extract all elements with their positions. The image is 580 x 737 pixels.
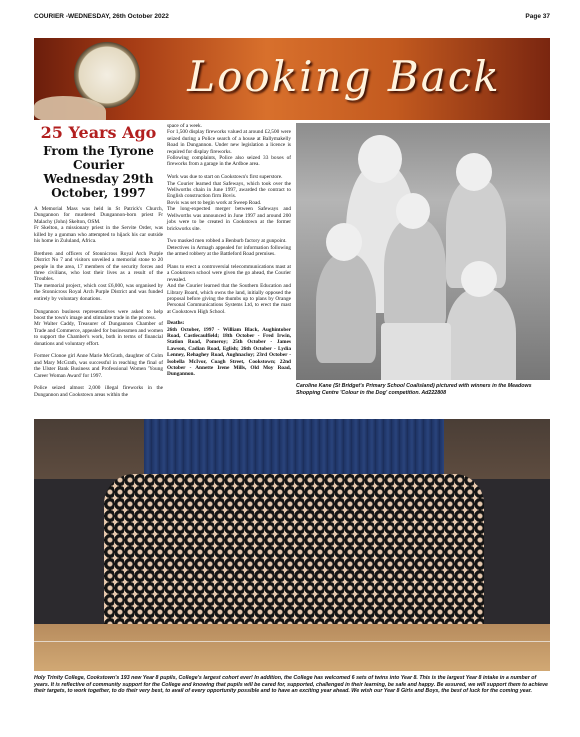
page-header [34, 8, 550, 20]
article-body-col1: A Memorial Mass was held in St Patrick's Church, Dungannon for murdered Dungannon-born priest Fr Malachy (John) Skelton, OSM. Fr Skelton, a missionary priest in the Servite Order, was killed by a gunman who attempted to hijack his car outside his home in Zululand, Africa. Brethren and officers of Stonnicross Royal Arch Purple District No 7 and visitors unveiled a memorial stone to 20 people in the area, 17 members of the security forces and three civilians, who lost their lives as a result of the Troubles. The memorial project, which cost £6,000, was organised by the Stonnicross Royal Arch Purple District and was funded entirely by voluntary donations. Dungannon business representatives were asked to help boost the town's image and stimulate trade in the process. Mr Walter Caddy, Treasurer of Dungannon Chamber of Trade and Commerce, appealed for businessmen and women to support the Chamber's work, both in terms of financial donations and voluntary effort. Former Clonoe girl Anne Marie McGrath, daughter of Colm and Mary McGrath, was successful in reaching the final of the Ulster Bank Business and Professional Women 'Young Career Woman Award' for 1997. Police seized almost 2,000 illegal fireworks in the Dungannon and Cookstown areas within the [34, 206, 163, 398]
banner-title: Looking Back [187, 52, 501, 101]
article-body-col2: space of a week. For 1,500 display fireworks valued at around £2,500 were seized during a Police search of a house at Ballymakelly Road in Dungannon. Under new legislation a licence is required for display fireworks. Following complaints, Police also seized 33 boxes of fireworks from a garage in the Ardboe area. Work was due to start on Cookstown's first superstore. The Courier learned that Safeways, which took over the Wellworths chain in June 1997, awarded the contract to English construction firm Bovis. Bovis was set to begin work at Sweep Road. The long-expected merger between Safeways and Wellworths was announced in June 1997 and around 200 jobs were to be created in Cookstown at the former brickworks site. Two masked men robbed a Benburb factory at gunpoint. Detectives in Armagh appealed for information following the armed robbery at the Battleford Road premises. Plans to erect a controversial telecommunications mast at a Cookstown school were given the go ahead, the Courier revealed. And the Courier learned that the Southern Education and Library Board, which owns the land, initially opposed the proposal before giving the thumbs up to plans by Orange Personal Communications Systems Ltd, to erect the mast at Cookstown High School. [167, 123, 291, 315]
deaths-list: 26th October, 1997 - William Black, Aughintober Road, Castlecaulfield; 18th October - Fred Irwin, Station Road, Pomeroy; 25th October - James Lawson, Cadian Road, Eglish; 26th October - Lydia Lenney, Rehaghey Road, Aughnacloy; 23rd October - Isobella McIvor, Coagh Street, Cookstown; 22nd October - Annette Irene Mills, Old Moy Road, Dungannon. [167, 326, 291, 378]
article-headline: 25 Years Ago [40, 123, 157, 142]
school-group-photo [34, 419, 550, 671]
looking-back-banner [34, 38, 550, 120]
deaths-label: Deaths: [167, 320, 185, 327]
article-column-1 [34, 123, 163, 398]
photo1-caption: Caroline Kane (St Bridget's Primary School Coalisland) pictured with winners in the Meadows Shopping Centre 'Colour in the Dog' competition. Ad222808 [296, 383, 532, 396]
competition-winners-photo [296, 123, 550, 380]
photo2-caption: Holy Trinity College, Cookstown's 193 new Year 8 pupils, College's largest cohort ever! In addition, the College has welcomed 6 sets of twins into Year 8. This is the largest Year 8 intake in a number of years. It is reflective of community support for the College and knowing that pupils will be cared for, supported, challenged in their learning, be safe and happy. Be assured, we will support them to achieve their targets, to work together, to do their very best, to avail of every opportunity possible and to have an exciting year ahead. We wish our Year 8 Girls and Boys, the best of luck for the coming year. [34, 675, 548, 695]
article-column-2 [167, 123, 291, 378]
article-subhead: From the Tyrone Courier Wednesday 29th October, 1997 [43, 144, 154, 200]
header-date: COURIER -WEDNESDAY, 26th October 2022 [34, 13, 169, 20]
page-number: Page 37 [525, 13, 550, 20]
